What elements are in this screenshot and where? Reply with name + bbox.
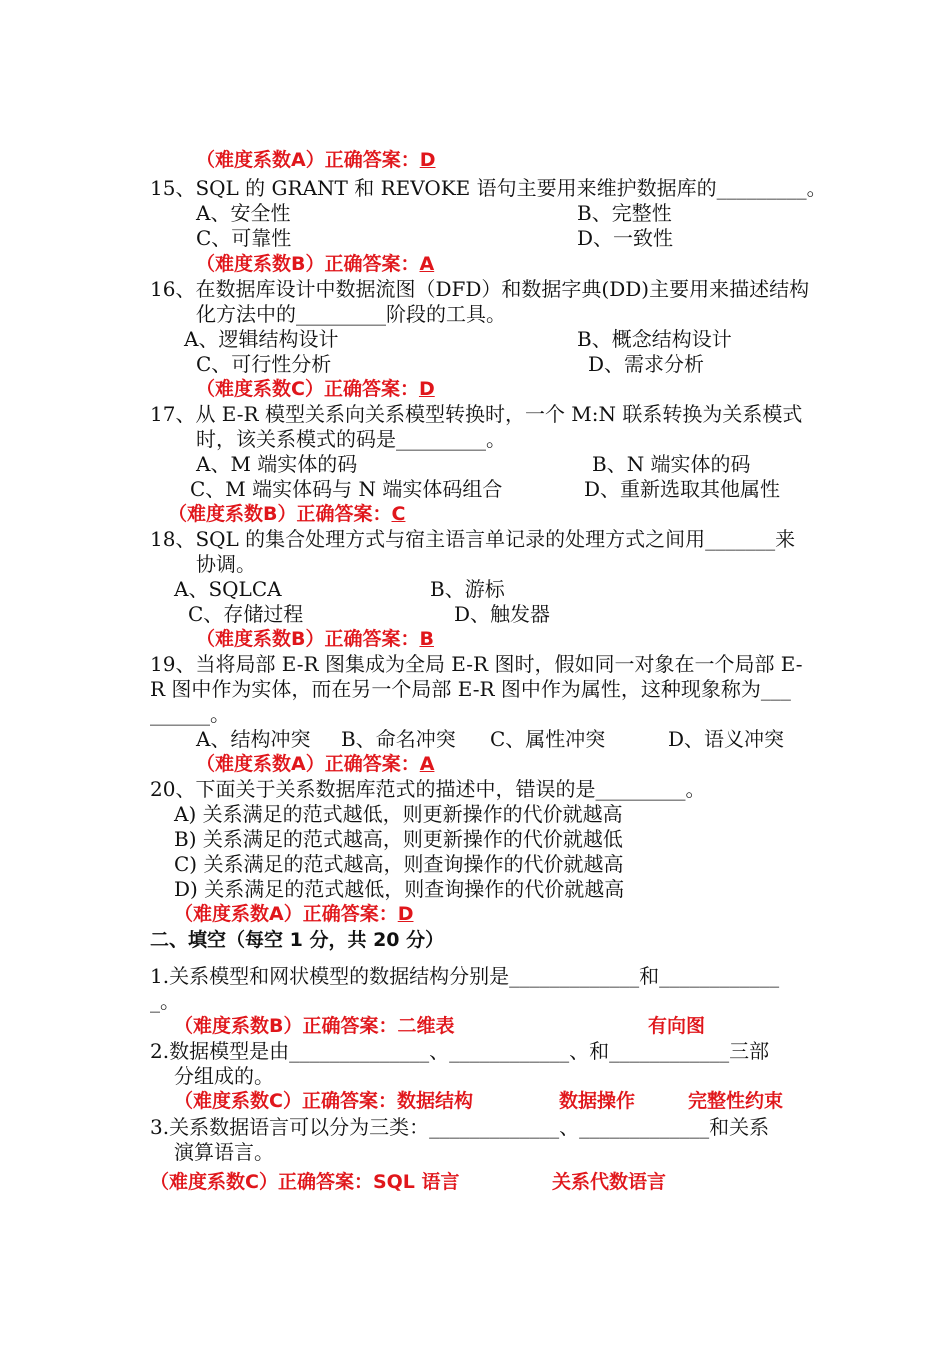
q19-stem-line3: ______。	[150, 702, 230, 726]
q20-option-c: C) 关系满足的范式越高，则查询操作的代价就越高	[174, 852, 624, 876]
fill3-stem-line1: 3.关系数据语言可以分为三类：_____________、_____________和关系	[150, 1115, 770, 1139]
answer-label: （难度系数B）正确答案：	[196, 253, 420, 275]
fill1-answer-1: （难度系数B）正确答案：二维表	[174, 1015, 455, 1037]
q16-option-c: C、可行性分析	[196, 352, 332, 376]
q19-answer	[196, 752, 434, 777]
q16-stem-line1: 16、在数据库设计中数据流图（DFD）和数据字典(DD)主要用来描述结构	[150, 277, 810, 301]
fill3-stem-line2: 演算语言。	[174, 1140, 274, 1164]
answer-label: （难度系数B）正确答案：	[196, 628, 420, 650]
fill3-answer-2: 关系代数语言	[552, 1171, 667, 1193]
q18-option-a: A、SQLCA	[174, 577, 282, 601]
q16-option-b: B、概念结构设计	[577, 327, 732, 351]
q18-answer	[196, 627, 434, 652]
q17-option-a: A、M 端实体的码	[196, 452, 358, 476]
q17-stem-line1: 17、从 E-R 模型关系向关系模型转换时，一个 M:N 联系转换为关系模式	[150, 402, 803, 426]
answer-label: （难度系数C）正确答案：	[196, 378, 419, 400]
q18-option-c: C、存储过程	[188, 602, 304, 626]
q20-option-b: B) 关系满足的范式越高，则更新操作的代价就越低	[174, 827, 623, 851]
answer-label: （难度系数B）正确答案：	[168, 503, 392, 525]
fill2-answer-3: 完整性约束	[688, 1090, 784, 1112]
answer-value: B	[419, 628, 434, 650]
q17-stem-line2: 时，该关系模式的码是_________。	[196, 427, 506, 451]
q16-answer	[196, 377, 435, 402]
q17-answer	[168, 502, 405, 527]
answer-label: （难度系数A）正确答案：	[196, 753, 420, 775]
q15-option-d: D、一致性	[577, 226, 674, 250]
answer-label: （难度系数A）正确答案：	[196, 149, 420, 171]
q15-answer	[196, 252, 434, 277]
q18-option-d: D、触发器	[454, 602, 551, 626]
q15-option-b: B、完整性	[577, 201, 672, 225]
q18-stem-line2: 协调。	[196, 552, 256, 576]
q16-stem-line2: 化方法中的_________阶段的工具。	[196, 302, 506, 326]
fill2-answer-1: （难度系数C）正确答案：数据结构	[174, 1090, 473, 1112]
q19-option-a: A、结构冲突	[196, 727, 311, 751]
q20-answer	[174, 902, 414, 927]
q19-option-c: C、属性冲突	[490, 727, 606, 751]
q18-option-b: B、游标	[430, 577, 505, 601]
q18-stem-line1: 18、SQL 的集合处理方式与宿主语言单记录的处理方式之间用_______来	[150, 527, 796, 551]
answer-value: A	[419, 753, 435, 775]
fill3-answer-1: （难度系数C）正确答案：SQL 语言	[150, 1171, 460, 1193]
fill1-answer-2: 有向图	[648, 1015, 706, 1037]
answer-value: D	[418, 378, 435, 400]
fill1-stem-line2: _。	[150, 989, 180, 1013]
q17-option-d: D、重新选取其他属性	[584, 477, 781, 501]
q20-stem: 20、下面关于关系数据库范式的描述中，错误的是_________。	[150, 777, 706, 801]
answer-label: （难度系数A）正确答案：	[174, 903, 398, 925]
q20-option-a: A) 关系满足的范式越低，则更新操作的代价就越高	[174, 802, 623, 826]
q16-option-a: A、逻辑结构设计	[184, 327, 339, 351]
q17-option-b: B、N 端实体的码	[592, 452, 751, 476]
q17-option-c: C、M 端实体码与 N 端实体码组合	[190, 477, 503, 501]
fill1-stem-line1: 1.关系模型和网状模型的数据结构分别是_____________和____________	[150, 964, 780, 988]
q14-answer	[196, 148, 436, 173]
answer-value: D	[419, 149, 436, 171]
q19-stem-line2: R 图中作为实体，而在另一个局部 E-R 图中作为属性，这种现象称为___	[150, 677, 791, 701]
answer-value: A	[419, 253, 435, 275]
q15-stem: 15、SQL 的 GRANT 和 REVOKE 语句主要用来维护数据库的_________。	[150, 176, 827, 200]
answer-value: C	[391, 503, 406, 525]
q20-option-d: D) 关系满足的范式越低，则查询操作的代价就越高	[174, 877, 625, 901]
fill2-stem-line1: 2.数据模型是由______________、____________、和____________三部	[150, 1039, 770, 1063]
q15-option-a: A、安全性	[196, 201, 291, 225]
q19-stem-line1: 19、当将局部 E-R 图集成为全局 E-R 图时，假如同一对象在一个局部 E-	[150, 652, 803, 676]
section-title: 二、填空（每空 1 分，共 20 分）	[150, 929, 445, 951]
q19-option-d: D、语义冲突	[668, 727, 785, 751]
answer-value: D	[397, 903, 414, 925]
q16-option-d: D、需求分析	[588, 352, 705, 376]
fill2-answer-2: 数据操作	[559, 1090, 636, 1112]
fill2-stem-line2: 分组成的。	[174, 1064, 274, 1088]
q19-option-b: B、命名冲突	[341, 727, 456, 751]
q15-option-c: C、可靠性	[196, 226, 292, 250]
